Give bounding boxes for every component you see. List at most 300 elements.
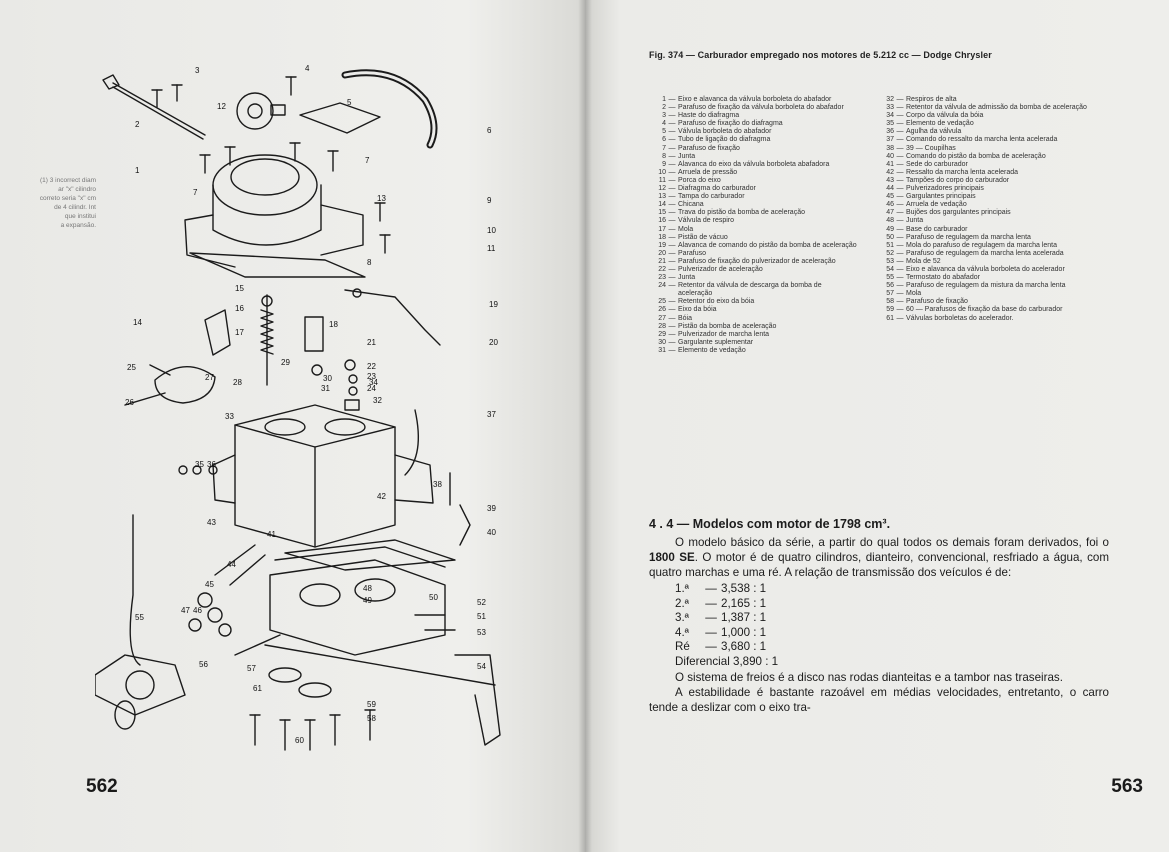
legend-text: Porca do eixo [678,176,721,184]
legend-text: Parafuso de regulagem da marcha lenta [906,233,1031,241]
legend-dash: — [896,282,904,290]
legend-number: 17 [658,225,666,233]
legend-dash: — [896,176,904,184]
legend-number: 45 [886,193,894,201]
legend-item [879,136,1093,144]
legend-item [879,145,1093,153]
callout-label: 13 [377,194,386,203]
legend-number: 59 [886,306,894,314]
callout-label: 2 [135,120,140,129]
legend-number: 54 [886,265,894,273]
callout-label: 17 [235,328,244,337]
gear-ratio-row [675,582,1109,597]
legend-text: Parafuso de regulagem da marcha lenta acelerada [906,249,1064,257]
callout-label: 33 [225,412,234,421]
callout-label: 32 [373,396,382,405]
legend-dash: — [668,338,676,346]
margin-note-line: correto seria "x" cm [39,195,96,202]
legend-dash: — [668,176,676,184]
legend-text: Sede do carburador [906,160,968,168]
legend-item [651,306,857,314]
legend-text: Trava do pistão da bomba de aceleração [678,209,805,217]
legend-dash: — [668,185,676,193]
legend-dash: — [668,160,676,168]
callout-label: 26 [125,398,134,407]
legend-number: 58 [886,298,894,306]
gear-ratio-list [675,582,1109,655]
legend-text: Parafuso de fixação da válvula borboleta do abafador [678,104,844,112]
legend-item [651,339,857,347]
gear-label: 4.ª [675,625,689,639]
gear-label: Ré [675,640,690,654]
legend-number: 16 [658,217,666,225]
legend-number: 55 [886,274,894,282]
callout-label: 30 [323,374,332,383]
callout-label: 52 [477,598,486,607]
gear-ratio-row [675,626,1109,641]
legend-dash: — [896,201,904,209]
legend-item [879,201,1093,209]
legend-text: Parafuso de fixação do pulverizador de aceleração [678,257,836,265]
legend-text: Válvulas borboletas do acelerador. [906,314,1014,322]
legend-column-right [879,96,1093,323]
callout-label: 57 [247,664,256,673]
legend-text: Bujões dos gargulantes principais [906,209,1011,217]
legend-item [879,104,1093,112]
legend-number: 19 [658,241,666,249]
margin-note-line: que institui [64,213,96,220]
callout-label: 37 [487,410,496,419]
legend-number: 11 [658,176,666,184]
legend-item [879,234,1093,242]
callout-label: 9 [487,196,492,205]
legend-dash: — [668,201,676,209]
callout-label: 61 [253,684,262,693]
legend-item [651,153,857,161]
callout-label: 49 [363,596,372,605]
legend-number: 56 [886,282,894,290]
legend-item [651,258,857,266]
legend-dash: — [896,152,904,160]
callout-label: 4 [305,64,310,73]
legend-dash: — [668,306,676,314]
callout-label: 8 [367,258,372,267]
ratio-dash: — [705,640,717,654]
legend-text: Parafuso de fixação do diafragma [678,120,783,128]
legend-text: Retentor da válvula de admissão da bomba de aceleração [906,104,1087,112]
legend-number: 40 [886,152,894,160]
legend-text: Comando do ressalto da marcha lenta acelerada [906,136,1058,144]
legend-text: Gargulantes principais [906,193,976,201]
legend-item [651,242,857,250]
legend-dash: — [668,233,676,241]
legend-dash: — [896,290,904,298]
paragraph-2 [649,670,1109,685]
legend-item [651,169,857,177]
callout-label: 25 [127,363,136,372]
legend-item [651,145,857,153]
legend-number: 35 [886,120,894,128]
callout-label: 43 [207,518,216,527]
legend-item [651,250,857,258]
legend-number: 31 [658,346,666,354]
legend-item [651,96,857,104]
legend-item [879,153,1093,161]
callout-label: 7 [365,156,370,165]
legend-text: Gargulante suplementar [678,338,754,346]
legend-dash: — [668,136,676,144]
legend-text: Eixo e alavanca da válvula borboleta do acelerador [906,265,1065,273]
legend-item [879,274,1093,282]
legend-number: 46 [886,201,894,209]
legend-dash: — [668,241,676,249]
legend-item [651,136,857,144]
legend-item [651,209,857,217]
legend-item [651,217,857,225]
legend-text: Eixo e alavanca da válvula borboleta do abafador [678,96,832,103]
legend-dash: — [896,306,904,314]
legend-number: 28 [658,322,666,330]
page-number-right: 563 [1111,776,1143,797]
callout-label: 21 [367,338,376,347]
ratio-value: 3,538 : 1 [721,582,767,595]
callout-label: 12 [217,102,226,111]
callout-label: 48 [363,584,372,593]
legend-item [879,250,1093,258]
legend-text: Corpo da válvula da bóia [906,112,984,120]
legend-number: 4 [662,120,666,128]
callout-label: 55 [135,613,144,622]
legend-text: Pulverizador de marcha lenta [678,330,770,338]
legend-dash: — [896,274,904,282]
legend-text: Mola de 52 [906,257,941,265]
model-name: 1800 SE [649,551,695,564]
legend-number: 38 [886,144,894,152]
legend-number: 32 [886,96,894,103]
callout-label: 23 [367,372,376,381]
callout-label: 47 [181,606,190,615]
legend-item [879,306,1093,314]
legend-number: 51 [886,241,894,249]
callout-label: 46 [193,606,202,615]
callout-label: 56 [199,660,208,669]
callout-label: 38 [433,480,442,489]
legend-item [651,120,857,128]
legend-item [651,282,857,298]
ratio-value: 3,680 : 1 [721,640,767,654]
legend-text: Tampa do carburador [678,193,745,201]
legend-number: 24 [658,282,666,290]
legend-text: Agulha da válvula [906,128,962,136]
callout-label: 34 [369,378,378,387]
legend-number: 50 [886,233,894,241]
legend-dash: — [896,233,904,241]
legend-text: Parafuso de regulagem da mistura da marcha lenta [906,282,1066,290]
legend-item [651,274,857,282]
legend-dash: — [896,209,904,217]
legend-number: 22 [658,265,666,273]
callout-label: 44 [227,560,236,569]
gear-ratio-row [675,611,1109,626]
legend-number: 5 [662,128,666,136]
legend-dash: — [668,314,676,322]
legend-item [651,315,857,323]
legend-item [651,298,857,306]
legend-dash: — [896,314,904,322]
legend-number: 52 [886,249,894,257]
legend-item [651,112,857,120]
callout-label: 39 [487,504,496,513]
callout-label: 20 [489,338,498,347]
ratio-value: 1,000 : 1 [721,625,767,639]
section-title: 4 . 4 — Modelos com motor de 1798 cm³. [649,517,891,531]
legend-item [879,209,1093,217]
section-4-4 [649,517,1109,715]
margin-note-line: a expansão. [60,222,96,229]
callout-label: 16 [235,304,244,313]
legend-number: 33 [886,104,894,112]
legend-item [879,315,1093,323]
legend-text: Tampões do corpo do carburador [906,176,1010,184]
legend-text: Parafuso de fixação [678,144,740,152]
legend-dash: — [896,168,904,176]
legend-text: Haste do diafragma [678,112,740,120]
callout-label: 15 [235,284,244,293]
legend-item [879,128,1093,136]
legend-dash: — [668,144,676,152]
callout-label: 1 [135,166,140,175]
legend-text: Elemento de vedação [678,346,746,354]
callout-label: 58 [367,714,376,723]
legend-number: 8 [662,152,666,160]
legend-number: 57 [886,290,894,298]
legend-text: Pistão de vácuo [678,233,728,241]
legend-dash: — [896,225,904,233]
legend-text: Chicana [678,201,704,209]
legend-text: Junta [906,217,924,225]
legend-item [879,266,1093,274]
legend-text: Pulverizador de aceleração [678,265,763,273]
legend-dash: — [668,104,676,112]
legend-dash: — [668,152,676,160]
legend-dash: — [896,96,904,103]
differential-ratio: Diferencial 3,890 : 1 [675,654,779,668]
legend-text: Eixo da bóia [678,306,717,314]
legend-item [879,298,1093,306]
legend-item [879,177,1093,185]
legend-dash: — [668,249,676,257]
carburetor-exploded-diagram [95,55,535,755]
figure-caption: Fig. 374 — Carburador empregado nos motores de 5.212 cc — Dodge Chrysler [649,50,992,60]
legend-number: 34 [886,112,894,120]
legend-dash: — [668,346,676,354]
legend-dash: — [668,265,676,273]
callout-label: 31 [321,384,330,393]
legend-text: Alavanca de comando do pistão da bomba de aceleração [678,241,857,249]
callout-label: 7 [193,188,198,197]
legend-text: Parafuso [678,249,707,257]
callout-label: 22 [367,362,376,371]
gear-label: 1.ª [675,582,689,595]
legend-text: 60 — Parafusos de fixação da base do carburador [906,306,1063,314]
legend-number: 29 [658,330,666,338]
legend-dash: — [668,257,676,265]
legend-text: Junta [678,152,696,160]
legend-number: 23 [658,274,666,282]
legend-dash: — [668,282,676,290]
gear-ratio-row [675,640,1109,655]
legend-dash: — [668,168,676,176]
legend-number: 30 [658,338,666,346]
legend-item [879,161,1093,169]
margin-note-line: de 4 cilindr. Int [54,204,96,211]
callout-label: 24 [367,384,376,393]
legend-number: 27 [658,314,666,322]
ratio-value: 2,165 : 1 [721,596,767,610]
legend-dash: — [668,274,676,282]
paragraph-2-text: O sistema de freios é a disco nas rodas dianteitas e a tambor nas traseiras. [675,670,1063,684]
legend-number: 49 [886,225,894,233]
legend-dash: — [896,249,904,257]
legend-text: Retentor do eixo da bóia [678,298,755,306]
legend-dash: — [896,193,904,201]
paragraph-1-start: O modelo básico da série, a partir do qual todos os demais foram derivados, foi o [675,536,1109,549]
legend-number: 53 [886,257,894,265]
gear-ratio-row [675,597,1109,612]
legend-text: Elemento de vedação [906,120,974,128]
legend-item [651,266,857,274]
legend-number: 36 [886,128,894,136]
book-gutter [578,0,592,852]
legend-item [879,226,1093,234]
callout-label: 50 [429,593,438,602]
legend-text: Mola do parafuso de regulagem da marcha lenta [906,241,1057,249]
legend-number: 3 [662,112,666,120]
legend-item [879,120,1093,128]
legend-number: 42 [886,168,894,176]
legend-dash: — [668,330,676,338]
legend-dash: — [896,104,904,112]
legend-text: Pulverizadores principais [906,185,984,193]
legend-item [879,290,1093,298]
legend-number: 2 [662,104,666,112]
legend-number: 21 [658,257,666,265]
right-page [585,0,1169,852]
legend-item [651,128,857,136]
legend-number: 18 [658,233,666,241]
legend-text: Respiros de alta [906,96,957,103]
legend-item [651,104,857,112]
legend-number: 37 [886,136,894,144]
legend-number: 61 [886,314,894,322]
ratio-dash: — [705,582,717,595]
callout-label: 54 [477,662,486,671]
legend-text: Base do carburador [906,225,968,233]
callout-label: 19 [489,300,498,309]
callout-label: 3 [195,66,200,75]
callout-label: 45 [205,580,214,589]
legend-dash: — [668,96,676,103]
legend-text: Pistão da bomba de aceleração [678,322,777,330]
legend-dash: — [668,193,676,201]
legend-number: 20 [658,249,666,257]
legend-dash: — [896,298,904,306]
callout-label: 6 [487,126,492,135]
callout-label: 59 [367,700,376,709]
legend-number: 6 [662,136,666,144]
callout-label: 42 [377,492,386,501]
paragraph-3 [649,685,1109,715]
legend-dash: — [896,112,904,120]
legend-text: Parafuso de fixação [906,298,968,306]
paragraph-3-text: A estabilidade é bastante razoável em médias velocidades, entretanto, o carro tende a deslizar com o eixo tra- [649,685,1109,714]
ratio-value: 1,387 : 1 [721,611,767,625]
legend-item [879,282,1093,290]
legend-text: Arruela de pressão [678,168,738,176]
legend-number: 47 [886,209,894,217]
paragraph-1 [649,535,1109,580]
legend-number: 41 [886,160,894,168]
legend-dash: — [896,128,904,136]
paragraph-1-end: . O motor é de quatro cilindros, dianteiro, convencional, resfriado a água, com quatro marchas e uma ré. A relação de transmissão dos veículos é de: [649,551,1109,579]
legend-dash: — [896,120,904,128]
legend-item [879,242,1093,250]
legend-text: Válvula borboleta do abafador [678,128,772,136]
legend-item [879,96,1093,104]
callout-label: 27 [205,373,214,382]
legend-number: 25 [658,298,666,306]
legend-text: Ressalto da marcha lenta acelerada [906,168,1019,176]
ratio-dash: — [705,596,717,610]
ratio-dash: — [705,611,717,625]
legend-dash: — [896,185,904,193]
legend-dash: — [668,322,676,330]
legend-text: Junta [678,274,696,282]
legend-text: Mola [906,290,922,298]
legend-dash: — [896,265,904,273]
legend-number: 48 [886,217,894,225]
callout-label: 53 [477,628,486,637]
legend-text: Mola [678,225,694,233]
callout-label: 28 [233,378,242,387]
legend-number: 13 [658,193,666,201]
legend-text: Retentor da válvula de descarga da bomba de aceleração [678,282,822,298]
callout-label: 41 [267,530,276,539]
callout-label: 60 [295,736,304,745]
ratio-dash: — [705,625,717,639]
legend-dash: — [668,225,676,233]
legend-number: 43 [886,176,894,184]
legend-item [651,177,857,185]
margin-note [34,176,96,230]
legend-item [879,169,1093,177]
gear-label: 3.ª [675,611,689,625]
legend-item [879,185,1093,193]
legend-number: 44 [886,185,894,193]
callout-label: 14 [133,318,142,327]
legend-number: 7 [662,144,666,152]
callout-label: 10 [487,226,496,235]
legend-item [651,193,857,201]
legend-number: 14 [658,201,666,209]
legend-text: Diafragma do carburador [678,185,756,193]
page-number-left: 562 [86,776,118,797]
legend-item [879,112,1093,120]
legend-item [651,201,857,209]
legend-text: Termostato do abafador [906,274,980,282]
legend-dash: — [896,257,904,265]
legend-number: 12 [658,185,666,193]
